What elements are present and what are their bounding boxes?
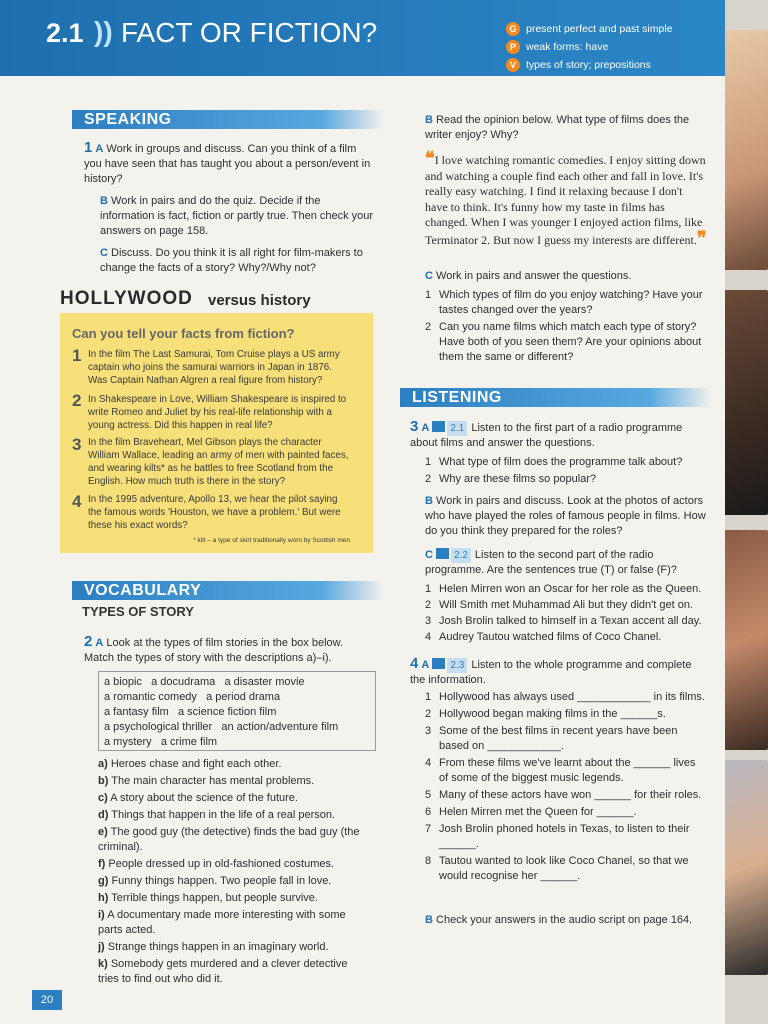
ex1b: B Work in pairs and do the quiz. Decide if the information is fact, fiction or partly true. Then check your answers on page 158. <box>100 195 374 237</box>
ex3a: 3 A 2.1 Listen to the first part of a radio programme about films and answer the questions. <box>410 418 683 449</box>
list-item: 2 Can you name films which match each type of story? Have both of you seen them? Are your opinions about them the same or different? <box>425 321 702 363</box>
quiz-title-suffix: versus history <box>208 292 311 309</box>
goal-grammar: G present perfect and past simple <box>506 20 673 38</box>
list-item: 1 Helen Mirren won an Oscar for her role as the Queen. <box>425 583 702 595</box>
speaking-heading: SPEAKING <box>72 110 384 129</box>
unit-number: 2.1 <box>46 18 84 48</box>
box-line: a romantic comedy a period drama <box>104 691 281 703</box>
quiz-number: 2 <box>72 391 82 410</box>
box-line: a psychological thriller an action/adventure film <box>104 721 339 733</box>
description-item: h) Terrible things happen, but people survive. <box>98 892 318 904</box>
open-quote-icon: ❝ <box>425 148 435 168</box>
unit-goals <box>506 20 673 74</box>
quiz-number: 3 <box>72 435 82 454</box>
quiz-number: 1 <box>72 346 82 365</box>
ex1b-right: B Read the opinion below. What type of films does the writer enjoy? Why? <box>425 114 690 141</box>
list-item: 1 Hollywood has always used ____________ in its films. <box>425 691 705 703</box>
description-item: c) A story about the science of the future. <box>98 792 298 804</box>
description-item: d) Things that happen in the life of a real person. <box>98 809 336 821</box>
ex3c: C 2.2 Listen to the second part of the radio programme. Are the sentences true (T) or false (F)? <box>425 549 677 576</box>
description-item: f) People dressed up in old-fashioned costumes. <box>98 858 335 870</box>
goal-pronunciation: P weak forms: have <box>506 38 673 56</box>
list-item: 1 What type of film does the programme talk about? <box>425 456 683 468</box>
ex1c-right: C Work in pairs and answer the questions. <box>425 270 632 282</box>
opinion-quote: ❝I love watching romantic comedies. I enjoy sitting down and watching a couple find each other and fall in love. It's really easy watching. I find it relaxing because I don't have to think. It's funny how my taste in films has changed. When I was younger I enjoyed action films, like Terminator 2. But now I guess my interests are different.❞ <box>425 148 707 248</box>
description-item: a) Heroes chase and fight each other. <box>98 758 282 770</box>
ex3b: B Work in pairs and discuss. Look at the photos of actors who have played the roles of famous people in films. How do you think they prepared for the roles? <box>425 495 706 537</box>
quiz-question: Can you tell your facts from fiction? <box>72 326 295 341</box>
list-item: 2 Will Smith met Muhammad Ali but they didn't get on. <box>425 599 693 611</box>
photo-audrey-tautou <box>722 530 768 750</box>
description-list <box>98 757 370 987</box>
ex4b: B Check your answers in the audio script on page 164. <box>425 914 693 926</box>
audio-icon[interactable] <box>432 658 445 669</box>
list-item: 3 Some of the best films in recent years have been based on ____________. <box>425 725 678 752</box>
close-quote-icon: ❞ <box>696 227 707 248</box>
list-item: 2 Why are these films so popular? <box>425 473 597 485</box>
quiz-number: 4 <box>72 492 82 511</box>
quiz-item: In the film The Last Samurai, Tom Cruise plays a US army captain who joins the samurai warriors in Japan in 1876. Was Captain Nathan Algren a real figure from history? <box>88 349 340 386</box>
ex3a-list <box>425 455 707 487</box>
box-line: a mystery a crime film <box>104 736 218 748</box>
ex4a: 4 A 2.3 Listen to the whole programme and complete the information. <box>410 655 692 686</box>
photo-josh-brolin <box>722 760 768 975</box>
vocabulary-subheading: TYPES OF STORY <box>82 604 194 619</box>
ex1a: 1 A Work in groups and discuss. Can you think of a film you have seen that has taught you about a person/event in history? <box>84 139 371 185</box>
ex2a: 2 A Look at the types of film stories in the box below. Match the types of story with the descriptions a)–i). <box>84 633 344 664</box>
vocabulary-heading: VOCABULARY <box>72 581 384 600</box>
unit-title: FACT OR FICTION? <box>121 17 378 48</box>
ex1c: C Discuss. Do you think it is all right for film-makers to change the facts of a story? Why?/Why not? <box>100 247 363 274</box>
photo-will-smith <box>722 290 768 515</box>
vocabulary-badge-icon: V <box>506 58 520 72</box>
quiz-title: HOLLYWOOD <box>60 288 193 309</box>
description-item: i) A documentary made more interesting with some parts acted. <box>98 909 346 936</box>
quiz-footnote: * kilt – a type of skirt traditionally worn by Scottish men <box>193 537 350 544</box>
list-item: 8 Tautou wanted to look like Coco Chanel, so that we would recognise her ______. <box>425 855 689 882</box>
listening-heading: LISTENING <box>400 388 712 407</box>
goal-vocabulary: V types of story; prepositions <box>506 56 673 74</box>
list-item: 4 From these films we've learnt about the ______ lives of some of the biggest music legends. <box>425 757 696 784</box>
page-number: 20 <box>32 990 62 1010</box>
box-line: a fantasy film a science fiction film <box>104 706 277 718</box>
description-item: e) The good guy (the detective) finds the bad guy (the criminal). <box>98 826 360 853</box>
pronunciation-badge-icon: P <box>506 40 520 54</box>
ex1c-list <box>425 288 707 365</box>
quiz-item: In the 1995 adventure, Apollo 13, we hear the pilot saying the famous words 'Houston, we have a problem.' But were these his exact words? <box>88 494 341 531</box>
sound-waves-icon: )) <box>94 16 113 47</box>
list-item: 2 Hollywood began making films in the ______s. <box>425 708 666 720</box>
audio-icon[interactable] <box>432 421 445 432</box>
description-item: j) Strange things happen in an imaginary world. <box>98 941 329 953</box>
photo-helen-mirren <box>722 30 768 270</box>
actor-photos-strip <box>722 0 768 1024</box>
list-item: 6 Helen Mirren met the Queen for ______. <box>425 806 637 818</box>
list-item: 3 Josh Brolin talked to himself in a Texan accent all day. <box>425 615 702 627</box>
audio-icon[interactable] <box>436 548 449 559</box>
ex3c-list <box>425 582 707 645</box>
description-item: b) The main character has mental problems. <box>98 775 315 787</box>
description-item: k) Somebody gets murdered and a clever detective tries to find out who did it. <box>98 958 348 985</box>
quiz-item: In the film Braveheart, Mel Gibson plays the character William Wallace, leading an army of men with painted faces, and wearing kilts* as he battles to free Scotland from the English. How much truth is there in the story? <box>88 437 349 487</box>
ex4a-list <box>425 690 707 884</box>
list-item: 7 Josh Brolin phoned hotels in Texas, to listen to their ______. <box>425 823 690 850</box>
description-item: g) Funny things happen. Two people fall in love. <box>98 875 332 887</box>
list-item: 4 Audrey Tautou watched films of Coco Chanel. <box>425 631 662 643</box>
grammar-badge-icon: G <box>506 22 520 36</box>
unit-header <box>0 0 725 76</box>
list-item: 5 Many of these actors have won ______ for their roles. <box>425 789 702 801</box>
list-item: 1 Which types of film do you enjoy watching? Have your tastes changed over the years? <box>425 289 703 316</box>
box-line: a biopic a docudrama a disaster movie <box>104 676 305 688</box>
quiz-item: In Shakespeare in Love, William Shakespeare is inspired to write Romeo and Juliet by his real-life relationship with a young actress. Did this happen in real life? <box>88 394 347 431</box>
